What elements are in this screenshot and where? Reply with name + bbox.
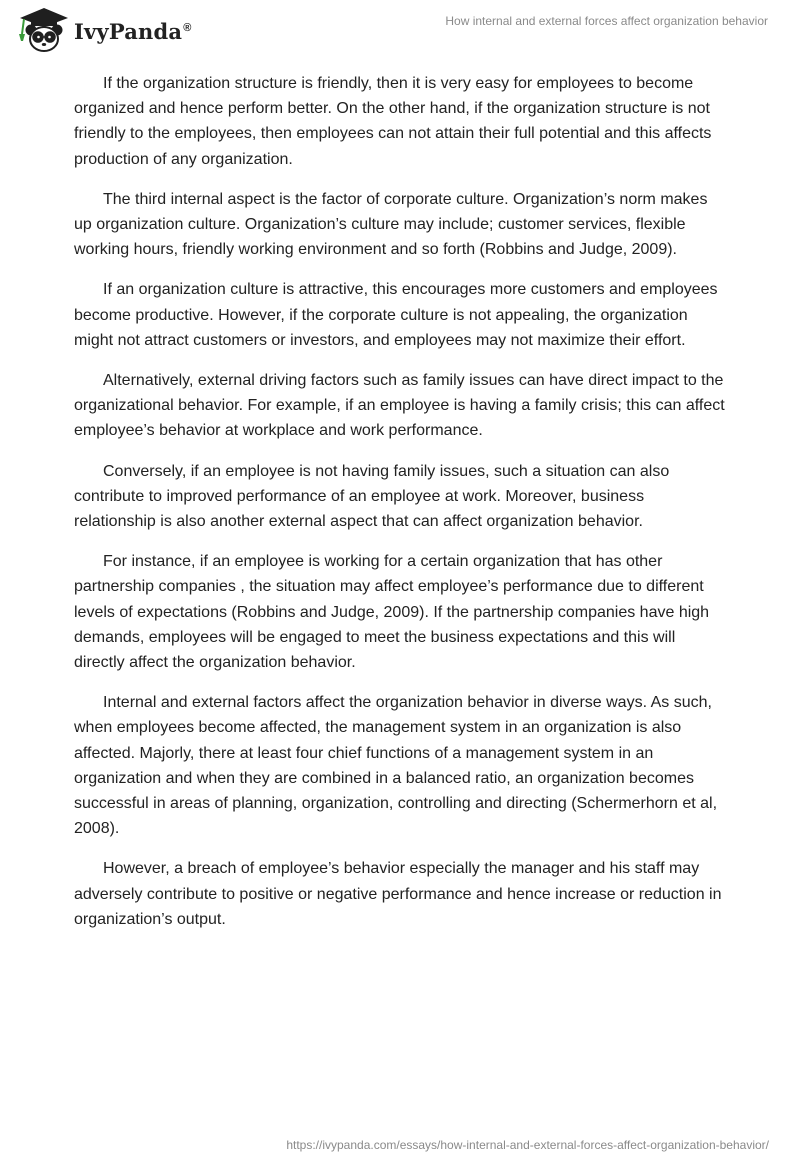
brand-text: IvyPanda (74, 18, 183, 44)
paragraph: Internal and external factors affect the organization behavior in diverse ways. As such, when employees become affected, the management system in an organization is also affected. Majorly, there at least four chief functions of a management system in an organization and when they are combined in a balanced ratio, an organization becomes successful in areas of planning, organization, controlling and directing (Schermerhorn et al, 2008). (74, 694, 718, 838)
source-url-link[interactable]: https://ivypanda.com/essays/how-internal-and-external-forces-affect-organization-behavior/ (286, 1138, 769, 1152)
paragraph: Conversely, if an employee is not having family issues, such a situation can also contribute to improved performance of an employee at work. Moreover, business relationship is also another external aspect that can affect organization behavior. (74, 462, 670, 531)
brand-name (74, 19, 192, 44)
paragraph: However, a breach of employee’s behavior especially the manager and his staff may adversely contribute to positive or negative performance and hence increase or reduction in organization’s output. (74, 860, 722, 928)
paragraph: If the organization structure is friendly, then it is very easy for employees to become organized and hence perform better. On the other hand, if the organization structure is not friendly to the employees, then employees can not attain their full potential and this affects production of any organization. (74, 75, 712, 168)
brand-logo[interactable] (14, 6, 192, 54)
paragraph: For instance, if an employee is working for a certain organization that has other partnership companies , the situation may affect employee’s performance due to different levels of expectations (Robbins and Judge, 2009). If the partnership companies have high demands, employees will be engaged to meet the business expectations and this will directly affect the organization behavior. (74, 553, 710, 672)
registered-mark: ® (183, 21, 192, 34)
paragraph: The third internal aspect is the factor of corporate culture. Organization’s norm makes up organization culture. Organization’s culture may include; customer services, flexible working hours, friendly working environment and so forth (Robbins and Judge, 2009). (74, 190, 708, 259)
document-title: How internal and external forces affect organization behavior (445, 14, 768, 28)
paragraph: Alternatively, external driving factors such as family issues can have direct impact to the organizational behavior. For example, if an employee is having a family crisis; this can affect employee’s behavior at workplace and work performance. (74, 372, 725, 440)
panda-graduate-icon (14, 6, 70, 54)
essay-body (74, 71, 726, 947)
page-header (0, 0, 800, 60)
paragraph: If an organization culture is attractive, this encourages more customers and employees become productive. However, if the corporate culture is not appealing, the organization might not attract customers or investors, and employees may not maximize their effort. (74, 281, 718, 349)
